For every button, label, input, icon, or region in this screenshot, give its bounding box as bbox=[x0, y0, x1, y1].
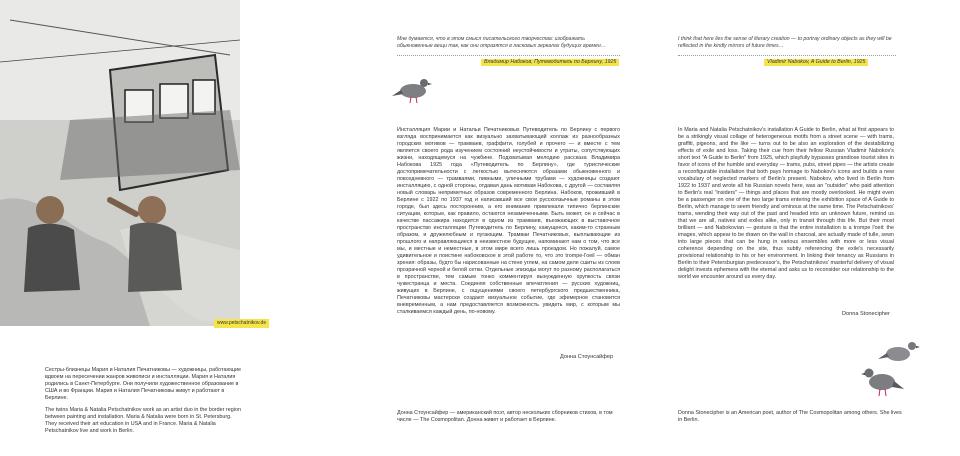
pigeon-icon bbox=[391, 72, 433, 106]
artist-bio-en: The twins Maria & Natalia Petschatnikov work as an artist duo in the border region between painting and installation. Maria & Natalia were born in St. Petersburg. They received their art education in USA and in France. Maria & Natalia Petschatnikov live and work in Berlin. bbox=[45, 407, 241, 434]
ru-epigraph bbox=[397, 36, 620, 50]
ru-essay bbox=[397, 127, 620, 316]
en-essay-body: In Maria and Natalia Petschatnikov's installation A Guide to Berlin, what at first appears to be a strikingly visual collage of heterogeneous motifs from a street scene — with trams, graffiti, pigeons, and the like — turns out to be also an exploration of the destabilizing effects of exile and loss. Taking their cue from their fellow Russian Vladimir Nabokov's short text "A Guide to Berlin" from 1925, which playfully bypasses grandiose tourist sites in favor of icons of the humble and everyday — trams, pubs, street pipes — the artists create a reconfigurable installation that both pays homage to Nabokov's icons and builds a new vocabulary of neglected markers of Berlin's present. Nabokov, who lived in Berlin from 1922 to 1937 and wrote all his Russian novels here, was an "outsider" who paid attention to Berlin's real "insiders" — things and places that are mostly overlooked. He might even be a passenger on one of the two large trams entering the exhibition space of A Guide to Berlin, which manage to seem friendly and ominous at the same time. The Petschatnikovs' trams, wending their way out of the past and headed into an unknown future, remind us that we are all, natives and exiles alike, only in transit through this life. But their most brilliant — and Nabokovian — gesture is that the entire installation is a trompe l'oeil: the images, which appear to be drawn on the wall in charcoal, are actually made of tulle, sewn into large pieces that can be hung in various ensembles with more or less visual coherence depending on the site, thus subtly referencing the exile's necessarily provisional relationship to his or her environment. In linking their tenancy as Russians in Berlin to their Petersburgian predecessor's, the Petschatnikovs' masterful delivery of visual delight invests ephemera with the eternal and asks us to reconsider our relationship to the world we encounter around us every day. bbox=[678, 127, 894, 280]
ru-epigraph-divider bbox=[397, 55, 620, 56]
artist-bio bbox=[45, 367, 245, 435]
ru-author-note: Донна Стоунсайфер — американский поэт, автор нескольких сборников стихов, в том числе — The Cosmopolitan. Донна живет и работает в Берлине. bbox=[397, 410, 613, 423]
artists-photo-illustration bbox=[0, 0, 240, 326]
artist-bio-ru: Сестры-близнецы Мария и Наталия Печатниковы — художницы, работающие вдвоем на пересечении жанров живописи и инсталляции. Мария и Наталия родились в Санкт-Петербурге. Они получили художественное образование в США и во Франции. Мария и Наталия Печатниковы живут и работают в Берлине. bbox=[45, 367, 241, 401]
ru-signature: Донна Стоунсайфер bbox=[560, 354, 614, 360]
en-epigraph bbox=[678, 36, 898, 50]
en-epigraph-text: I think that here lies the sense of literary creation — to portray ordinary objects as they will be reflected in the kindly mirrors of future times… bbox=[678, 36, 892, 49]
ru-essay-body: Инсталляция Марии и Натальи Печатниковых Путеводитель по Берлину с первого взгляда воспринимается как визуально захватывающий коллаж из разнообразных городских мотивов — трамваев, граффити, голубей и прочего — и вместе с тем является своего рода изучением состояний неустойчивости и утраты, сопутствующих жизни, находящемуся на чужбине. Подхватывая мелодию рассказа Владимира Набокова 1925 года «Путеводитель по Берлину», где туристические достопримечательности с легкостью вытесняются образами обыкновенного и повседневного — трамваями, пивными, уличными трубами — художницы создают инсталляцию, с одной стороны, отдавая дань мотивам Набокова, с другой — составляя новый словарь неприметных образов современного Берлина. Набоков, проживший в Берлине с 1922 по 1937 год и написавший все свои русскоязычные романы в этом городе, был здесь посторонним, а его внимание привлекали типично берлинские ситуации, которые, как правило, остаются незамеченными. Быть может, он и сейчас в качестве пассажира находится в одном из трамваев, въезжающих в выставочное пространство инсталляции Путеводитель по Берлину, кажущееся, каким-то странным образом, и дружелюбным и пугающим. Трамваи Печатниковых, выплывающие из прошлого и направляющиеся в неизвестное будущее, напоминают нам о том, что все мы, и местные и неместные, в этом мире всего лишь проездом. Но пожалуй, самое удивительное и поистине набоковское в этой работе то, что это trompe-l'oeil — обман зрения: образы, будто бы нарисованные на стене углем, на самом деле сшиты из слоев прозрачной черной и белой сетки. Отдельные эпизоды могут по разному располагаться в пространстве, тем самым тонко комментируя вынужденную хрупкость связи чужестранца и места. Соединяя собственные впечатления — русских художниц, живущих в Берлине, с ощущениями своего петербургского предшественника, Печатниковы мастерски создают визуальное событие, где эфемерное становится вневременным, а нам предоставляется возможность увидеть мир, с которым мы сталкиваемся каждый день, по-новому. bbox=[397, 127, 620, 315]
ru-epigraph-text: Мне думается, что в этом смысл писательского творчества: изображать обыкновенные вещи так, как они отразятся в ласковых зеркалах будущих времен… bbox=[397, 36, 606, 49]
en-epigraph-source: Vladimir Nabokov, A Guide to Berlin, 1925 bbox=[764, 59, 868, 66]
en-author-note: Donna Stonecipher is an American poet, author of The Cosmopolitan among others. She lives in Berlin. bbox=[678, 410, 902, 423]
en-epigraph-divider bbox=[678, 55, 896, 56]
en-essay bbox=[678, 127, 894, 281]
artists-photo bbox=[0, 0, 240, 326]
photo-credit: www.petschatnikov.de bbox=[214, 319, 269, 328]
ru-epigraph-source: Владимир Набоков, Путеводитель по Берлину, 1925 bbox=[481, 59, 619, 66]
en-signature: Donna Stonecipher bbox=[842, 311, 890, 317]
pigeons-icon bbox=[860, 336, 922, 406]
